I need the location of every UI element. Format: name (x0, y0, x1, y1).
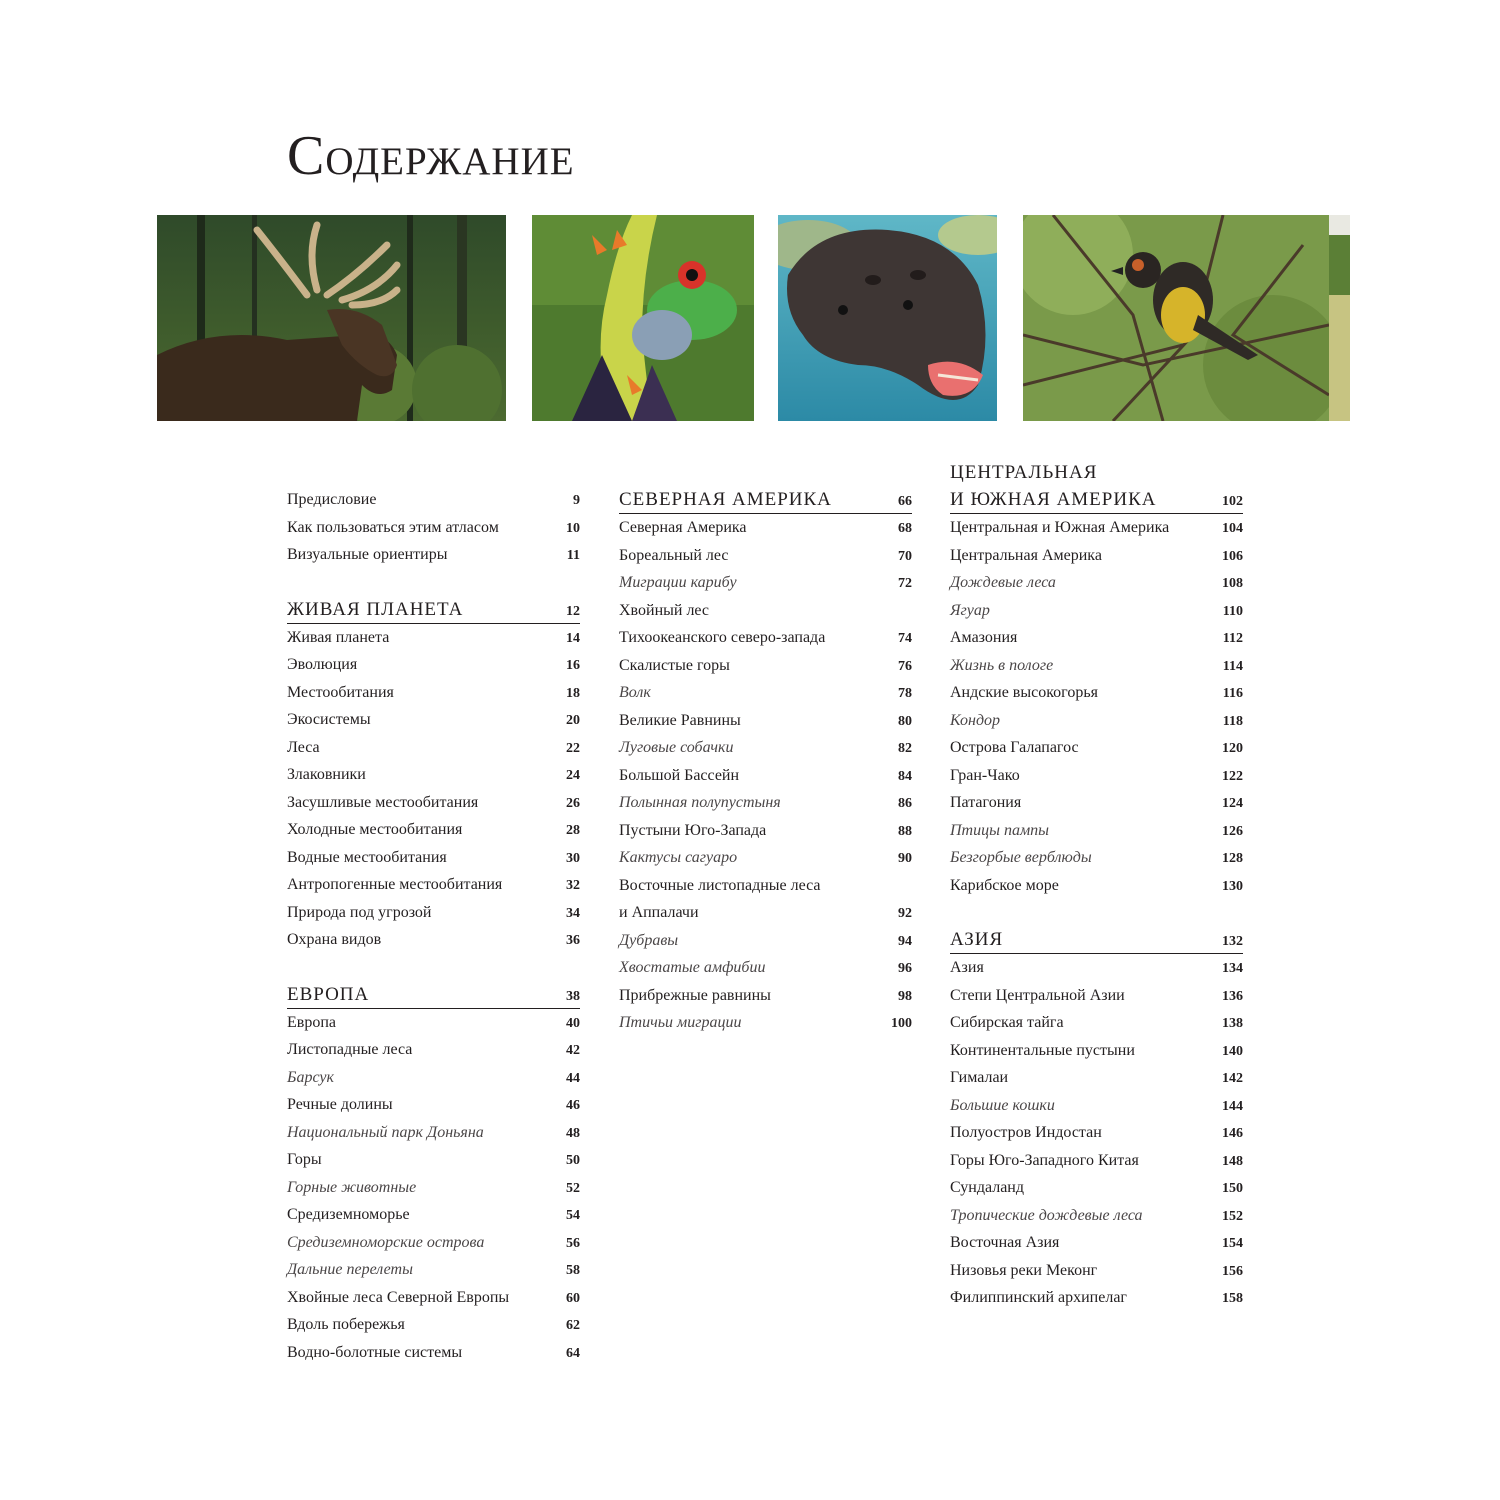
toc-entry-page: 70 (898, 548, 912, 564)
toc-entry[interactable] (287, 1229, 580, 1257)
toc-entry-label: Пустыни Юго-Запада (619, 821, 767, 839)
toc-entry[interactable] (950, 1202, 1243, 1230)
toc-entry-page: 108 (1222, 576, 1243, 591)
section-heading[interactable]: ЕВРОПА 38 (287, 981, 580, 1009)
toc-entry[interactable] (619, 762, 912, 790)
toc-entry-label: Злаковники (287, 766, 366, 783)
toc-entry-page: 34 (566, 905, 580, 921)
toc-entry-label: Жизнь в пологе (950, 656, 1054, 674)
toc-entry-label: Водные местообитания (287, 848, 447, 866)
toc-entry[interactable] (287, 789, 580, 817)
toc-entry-page: 124 (1222, 796, 1243, 811)
toc-entry-label: Барсук (287, 1068, 335, 1086)
toc-entry-label: Местообитания (287, 683, 394, 701)
toc-column-2 (619, 486, 912, 1037)
toc-entry-page: 80 (898, 713, 912, 729)
toc-entry-label: Живая планета (287, 628, 390, 646)
toc-entry[interactable] (950, 1174, 1243, 1202)
toc-entry[interactable] (619, 514, 912, 542)
moose-photo (157, 215, 506, 421)
toc-entry-label: Природа под угрозой (287, 903, 432, 921)
toc-entry[interactable] (950, 1229, 1243, 1257)
toc-entry[interactable] (950, 762, 1243, 790)
toc-entry[interactable] (287, 844, 580, 872)
toc-entry-page: 16 (566, 658, 580, 673)
toc-entry-label: Горы Юго-Западного Китая (950, 1151, 1139, 1169)
toc-entry[interactable] (619, 707, 912, 735)
toc-entry-page: 118 (1222, 713, 1243, 729)
toc-entry[interactable] (950, 542, 1243, 570)
toc-entry-page: 20 (566, 713, 580, 728)
toc-entry-page: 60 (566, 1290, 580, 1306)
toc-entry-page: 152 (1222, 1208, 1243, 1224)
toc-entry-page: 62 (566, 1318, 580, 1333)
toc-entry-page: 92 (898, 906, 912, 921)
toc-entry-page: 74 (898, 631, 912, 646)
toc-entry[interactable] (950, 982, 1243, 1010)
toc-entry-page: 96 (898, 961, 912, 976)
toc-entry[interactable] (950, 844, 1243, 872)
toc-entry[interactable]: Визуальные ориентиры 11 (287, 546, 580, 563)
toc-entry-label: Средиземноморские острова (287, 1233, 485, 1251)
toc-entry[interactable] (950, 1037, 1243, 1065)
toc-entry-page: 114 (1222, 658, 1243, 674)
toc-column-1 (287, 486, 580, 1366)
toc-entry-page: 106 (1222, 548, 1243, 564)
toc-entry-page: 42 (566, 1043, 580, 1058)
toc-entry[interactable] (950, 597, 1243, 625)
toc-entry-label: Национальный парк Доньяна (287, 1123, 484, 1141)
toc-entry-label: Птицы пампы (950, 821, 1049, 839)
toc-entry-page: 138 (1222, 1016, 1243, 1031)
toc-entry-label: Континентальные пустыни (950, 1041, 1135, 1059)
toc-entry-page: 58 (566, 1263, 580, 1278)
toc-entry[interactable] (619, 652, 912, 680)
toc-entry-page: 144 (1222, 1098, 1243, 1114)
toc-entry-label: Большой Бассейн (619, 766, 740, 784)
section-heading-line1[interactable]: ЦЕНТРАЛЬНАЯ (950, 462, 1098, 483)
toc-entry[interactable] (287, 706, 580, 734)
toc-entry-page: 134 (1222, 961, 1243, 976)
toc-entry-label: Листопадные леса (287, 1041, 413, 1058)
toc-entry-page: 88 (898, 823, 912, 839)
toc-entry-page: 100 (891, 1016, 912, 1031)
toc-entry-label: и Аппалачи (619, 904, 699, 921)
toc-entry-label: Эволюция (287, 656, 358, 673)
toc-entry-page: 50 (566, 1153, 580, 1168)
toc-entry[interactable] (619, 817, 912, 845)
toc-entry-label: Европа (287, 1013, 336, 1031)
toc-entry-page: 52 (566, 1180, 580, 1196)
toc-entry[interactable] (619, 789, 912, 817)
toc-column-3 (950, 459, 1243, 1312)
toc-entry-label: Низовья реки Меконг (950, 1261, 1098, 1279)
toc-entry-label: Вдоль побережья (287, 1316, 405, 1333)
frog-photo (532, 215, 754, 421)
toc-entry-page: 86 (898, 796, 912, 811)
toc-entry-label: Острова Галапагос (950, 739, 1079, 756)
toc-entry-label: Водно-болотные системы (287, 1343, 463, 1361)
toc-entry-label: Кактусы сагуаро (619, 849, 738, 866)
toc-entry-label: Миграции карибу (619, 574, 737, 591)
toc-entry-label: Горные животные (287, 1178, 417, 1196)
toc-entry-page: 32 (566, 878, 580, 893)
toc-entry-page: 128 (1222, 851, 1243, 866)
hippo-photo (778, 215, 997, 421)
toc-entry-label: Засушливые местообитания (287, 793, 479, 811)
toc-entry[interactable] (619, 954, 912, 982)
toc-entry[interactable] (950, 817, 1243, 845)
toc-entry[interactable] (287, 624, 580, 652)
toc-entry[interactable] (950, 1119, 1243, 1147)
toc-entry-page: 14 (566, 630, 580, 646)
toc-entry[interactable] (287, 1311, 580, 1339)
toc-entry-page: 78 (898, 686, 912, 701)
toc-entry-page: 130 (1222, 878, 1243, 894)
toc-entry-label: Восточная Азия (950, 1234, 1060, 1251)
toc-entry-label: Азия (950, 959, 984, 976)
section-heading[interactable]: И ЮЖНАЯ АМЕРИКА 102 (950, 486, 1243, 514)
toc-entry[interactable] (287, 679, 580, 707)
toc-entry-label: Сибирская тайга (950, 1014, 1064, 1031)
toc-entry-page: 112 (1222, 631, 1243, 646)
toc-entry-label: Гран-Чако (950, 766, 1020, 784)
toc-entry-label: Речные долины (287, 1096, 393, 1113)
toc-entry-page: 150 (1222, 1181, 1243, 1196)
toc-entry-label: Дождевые леса (950, 574, 1056, 591)
toc-entry[interactable] (619, 927, 912, 955)
page-title: Содержание (287, 125, 575, 187)
toc-entry-page: 24 (566, 768, 580, 783)
toc-entry-label: Горы (287, 1151, 322, 1168)
toc-entry-page: 154 (1222, 1236, 1243, 1251)
toc-entry[interactable] (619, 734, 912, 762)
toc-entry[interactable] (287, 1339, 580, 1367)
toc-entry-page: 98 (898, 988, 912, 1004)
toc-entry-page: 44 (566, 1070, 580, 1086)
toc-entry-label: Андские высокогорья (950, 684, 1098, 701)
toc-entry-page: 140 (1222, 1043, 1243, 1059)
toc-entry-label: Тропические дождевые леса (950, 1206, 1143, 1224)
toc-entry[interactable] (619, 982, 912, 1010)
toc-entry-page: 158 (1222, 1291, 1243, 1306)
toc-entry-page: 104 (1222, 521, 1243, 536)
toc-entry[interactable] (950, 789, 1243, 817)
toc-entry[interactable] (950, 734, 1243, 762)
toc-entry-page: 126 (1222, 823, 1243, 839)
toc-entry-label: Прибрежные равнины (619, 986, 771, 1004)
toc-entry[interactable] (619, 872, 912, 900)
toc-entry-label: Карибское море (950, 876, 1059, 894)
toc-entry-label: Великие Равнины (619, 711, 741, 729)
toc-entry[interactable] (287, 926, 580, 954)
toc-entry[interactable] (287, 871, 580, 899)
toc-entry[interactable] (287, 1146, 580, 1174)
toc-entry-page: 54 (566, 1208, 580, 1223)
toc-entry-label: Хвостатые амфибии (619, 959, 766, 976)
toc-entry-label: Экосистемы (287, 711, 371, 728)
toc-entry-page: 22 (566, 740, 580, 756)
toc-entry-page: 18 (566, 685, 580, 701)
toc-entry[interactable] (950, 707, 1243, 735)
toc-entry[interactable] (287, 1284, 580, 1312)
toc-entry-page: 142 (1222, 1071, 1243, 1086)
toc-entry-page: 82 (898, 741, 912, 756)
toc-entry[interactable] (619, 844, 912, 872)
toc-entry-page: 148 (1222, 1153, 1243, 1169)
section-heading[interactable]: СЕВЕРНАЯ АМЕРИКА 66 (619, 486, 912, 514)
toc-entry[interactable] (619, 542, 912, 570)
toc-entry[interactable] (287, 1256, 580, 1284)
toc-entry-label: Дальние перелеты (287, 1261, 413, 1278)
toc-entry-label: Скалистые горы (619, 656, 730, 674)
toc-entry-label: Хвойный лес (619, 601, 710, 619)
toc-entry-page: 68 (898, 521, 912, 536)
toc-entry-label: Бореальный лес (619, 546, 729, 564)
toc-entry[interactable] (950, 872, 1243, 900)
toc-entry-page: 30 (566, 850, 580, 866)
toc-entry[interactable]: Как пользоваться этим атласом 10 (287, 518, 580, 536)
toc-entry-label: Патагония (950, 794, 1022, 811)
toc-entry-label: Центральная Америка (950, 546, 1102, 564)
toc-entry-label: Холодные местообитания (287, 821, 463, 838)
toc-entry-page: 156 (1222, 1263, 1243, 1279)
toc-entry-page: 72 (898, 576, 912, 591)
toc-entry[interactable] (287, 1064, 580, 1092)
toc-entry-label: Большие кошки (950, 1096, 1055, 1114)
section-heading[interactable]: ЖИВАЯ ПЛАНЕТА 12 (287, 596, 580, 624)
toc-entry[interactable] (950, 624, 1243, 652)
toc-entry-page: 90 (898, 851, 912, 866)
toc-entry-label: Полынная полупустыня (619, 794, 781, 811)
toc-entry[interactable]: Предисловие 9 (287, 491, 580, 508)
toc-entry-label: Дубравы (619, 931, 679, 949)
toc-entry-page: 84 (898, 768, 912, 784)
toc-entry-label: Кондор (950, 711, 1001, 729)
toc-entry[interactable] (950, 514, 1243, 542)
toc-entry-label: Северная Америка (619, 519, 747, 536)
toc-entry[interactable] (287, 1174, 580, 1202)
toc-entry[interactable] (950, 569, 1243, 597)
toc-entry-page: 40 (566, 1015, 580, 1031)
toc-entry-page: 26 (566, 795, 580, 811)
toc-entry-label: Леса (287, 738, 320, 756)
toc-entry[interactable] (950, 679, 1243, 707)
toc-entry-page: 76 (898, 658, 912, 674)
toc-entry[interactable] (619, 624, 912, 652)
toc-entry-label: Охрана видов (287, 931, 382, 948)
bird-photo (1023, 215, 1329, 421)
section-heading[interactable]: АЗИЯ 132 (950, 926, 1243, 954)
toc-entry-label: Ягуар (950, 601, 990, 619)
toc-entry[interactable] (619, 899, 912, 927)
toc-entry-label: Полуостров Индостан (950, 1124, 1102, 1141)
toc-entry-page: 94 (898, 933, 912, 949)
toc-entry[interactable] (287, 734, 580, 762)
toc-entry-page: 48 (566, 1125, 580, 1141)
toc-entry-page: 136 (1222, 988, 1243, 1004)
toc-entry[interactable] (287, 1036, 580, 1064)
toc-entry[interactable] (950, 1257, 1243, 1285)
toc-entry-label: Тихоокеанского северо-запада (619, 629, 826, 646)
toc-entry[interactable] (287, 899, 580, 927)
toc-entry[interactable] (950, 954, 1243, 982)
toc-entry[interactable] (287, 816, 580, 844)
toc-entry[interactable] (287, 1201, 580, 1229)
toc-entry-label: Амазония (950, 629, 1018, 646)
toc-entry[interactable] (950, 1147, 1243, 1175)
toc-entry-label: Волк (619, 684, 651, 701)
toc-entry[interactable] (619, 569, 912, 597)
landscape-photo-edge (1329, 215, 1350, 421)
toc-entry[interactable] (950, 652, 1243, 680)
toc-entry-label: Хвойные леса Северной Европы (287, 1288, 510, 1306)
toc-entry[interactable] (287, 761, 580, 789)
toc-entry[interactable] (950, 1284, 1243, 1312)
toc-entry-label: Степи Центральной Азии (950, 986, 1125, 1004)
toc-entry-label: Средиземноморье (287, 1206, 410, 1223)
toc-entry-label: Луговые собачки (619, 739, 734, 756)
toc-entry-page: 56 (566, 1235, 580, 1251)
toc-entry-page: 28 (566, 823, 580, 838)
toc-entry[interactable] (950, 1009, 1243, 1037)
toc-entry[interactable] (287, 1091, 580, 1119)
toc-entry-page: 122 (1222, 768, 1243, 784)
toc-entry-page: 146 (1222, 1126, 1243, 1141)
toc-entry[interactable] (287, 1009, 580, 1037)
toc-entry[interactable] (287, 1119, 580, 1147)
toc-entry[interactable] (950, 1064, 1243, 1092)
toc-entry-label: Безгорбые верблюды (950, 849, 1092, 866)
toc-entry-page: 120 (1222, 741, 1243, 756)
toc-entry-label: Восточные листопадные леса (619, 876, 821, 894)
toc-entry-label: Центральная и Южная Америка (950, 519, 1170, 536)
toc-entry[interactable] (287, 651, 580, 679)
toc-entry[interactable] (619, 597, 912, 625)
toc-entry-page: 116 (1222, 686, 1243, 701)
toc-entry-label: Птичьи миграции (619, 1014, 742, 1031)
toc-entry-page: 46 (566, 1098, 580, 1113)
toc-entry-label: Гималаи (950, 1069, 1009, 1086)
toc-entry-label: Сундаланд (950, 1179, 1025, 1196)
toc-entry[interactable] (619, 1009, 912, 1037)
toc-entry[interactable] (950, 1092, 1243, 1120)
toc-entry-label: Филиппинский архипелаг (950, 1289, 1127, 1306)
toc-entry[interactable] (619, 679, 912, 707)
toc-entry-label: Антропогенные местообитания (287, 876, 503, 893)
toc-entry-page: 110 (1222, 603, 1243, 619)
toc-entry-page: 64 (566, 1345, 580, 1361)
toc-entry-page: 36 (566, 933, 580, 948)
